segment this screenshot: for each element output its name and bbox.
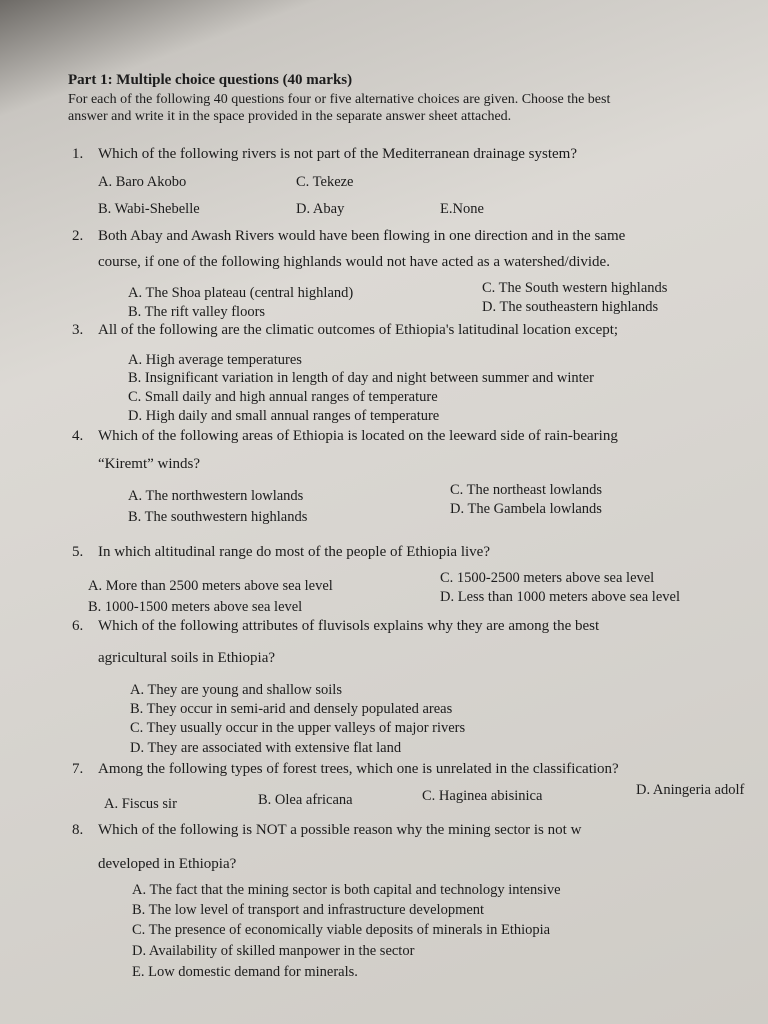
q1-option-e: E.None	[440, 201, 484, 217]
q6-option-b: B. They occur in semi-arid and densely populated areas	[130, 701, 453, 717]
q6-option-d: D. They are associated with extensive flat land	[130, 740, 402, 756]
question-text: Which of the following is NOT a possible reason why the mining sector is not w	[98, 822, 582, 838]
q1-option-a: A. Baro Akobo	[98, 174, 187, 190]
question-text-cont: “Kiremt” winds?	[98, 456, 201, 472]
q5-option-b: B. 1000-1500 meters above sea level	[88, 599, 303, 615]
question-8	[72, 822, 768, 873]
question-text: Both Abay and Awash Rivers would have been flowing in one direction and in the same	[98, 228, 626, 244]
exam-header	[68, 72, 748, 125]
q2-option-d: D. The southeastern highlands	[482, 299, 659, 315]
q1-option-c: C. Tekeze	[296, 174, 354, 190]
question-text-cont: course, if one of the following highlands would not have acted as a watershed/divide.	[98, 254, 610, 270]
q8-option-a: A. The fact that the mining sector is both capital and technology intensive	[132, 882, 561, 898]
q5-option-a: A. More than 2500 meters above sea level	[88, 578, 333, 594]
question-4	[72, 428, 762, 473]
q8-option-d: D. Availability of skilled manpower in the sector	[132, 943, 415, 959]
instructions-line-1: For each of the following 40 questions four or five alternative choices are given. Choose the best	[68, 92, 611, 107]
q7-option-d: D. Aningeria adolf	[636, 782, 745, 798]
q3-option-d: D. High daily and small annual ranges of temperature	[128, 408, 440, 424]
question-text: In which altitudinal range do most of the people of Ethiopia live?	[98, 544, 490, 560]
q4-option-b: B. The southwestern highlands	[128, 509, 308, 525]
question-text: Among the following types of forest trees, which one is unrelated in the classification?	[98, 761, 619, 777]
q8-option-e: E. Low domestic demand for minerals.	[132, 964, 358, 980]
q3-option-b: B. Insignificant variation in length of day and night between summer and winter	[128, 370, 594, 386]
q3-option-c: C. Small daily and high annual ranges of temperature	[128, 389, 438, 405]
question-text: Which of the following attributes of fluvisols explains why they are among the best	[98, 618, 600, 634]
question-3	[72, 322, 762, 339]
q6-option-a: A. They are young and shallow soils	[130, 682, 342, 698]
q6-option-c: C. They usually occur in the upper valleys of major rivers	[130, 720, 466, 736]
question-6	[72, 618, 768, 667]
q7-option-c: C. Haginea abisinica	[422, 788, 543, 804]
q2-option-b: B. The rift valley floors	[128, 304, 266, 320]
q8-option-b: B. The low level of transport and infrastructure development	[132, 902, 485, 918]
question-number: 6.	[72, 618, 84, 634]
q1-option-b: B. Wabi-Shebelle	[98, 201, 200, 217]
q7-option-b: B. Olea africana	[258, 792, 353, 808]
question-number: 4.	[72, 428, 84, 444]
question-number: 2.	[72, 228, 84, 244]
question-5	[72, 544, 762, 561]
q8-option-c: C. The presence of economically viable deposits of minerals in Ethiopia	[132, 922, 551, 938]
part-title: Part 1: Multiple choice questions (40 marks)	[68, 72, 353, 88]
question-text-cont: developed in Ethiopia?	[98, 856, 237, 872]
question-number: 1.	[72, 146, 84, 162]
q2-option-a: A. The Shoa plateau (central highland)	[128, 285, 354, 301]
q7-option-a: A. Fiscus sir	[104, 796, 177, 812]
q5-option-c: C. 1500-2500 meters above sea level	[440, 570, 655, 586]
q1-option-d: D. Abay	[296, 201, 345, 217]
q4-option-c: C. The northeast lowlands	[450, 482, 602, 498]
question-number: 5.	[72, 544, 84, 560]
q4-option-a: A. The northwestern lowlands	[128, 488, 304, 504]
question-text: Which of the following areas of Ethiopia is located on the leeward side of rain-bearing	[98, 428, 618, 444]
question-number: 3.	[72, 322, 84, 338]
q2-option-c: C. The South western highlands	[482, 280, 668, 296]
question-1	[72, 146, 762, 163]
question-7	[72, 761, 762, 778]
question-text: Which of the following rivers is not part of the Mediterranean drainage system?	[98, 146, 578, 162]
q3-option-a: A. High average temperatures	[128, 352, 302, 368]
question-number: 8.	[72, 822, 84, 838]
question-number: 7.	[72, 761, 84, 777]
question-text: All of the following are the climatic outcomes of Ethiopia's latitudinal location except;	[98, 322, 619, 338]
q5-option-d: D. Less than 1000 meters above sea level	[440, 589, 680, 605]
question-text-cont: agricultural soils in Ethiopia?	[98, 650, 276, 666]
instructions-line-2: answer and write it in the space provided in the separate answer sheet attached.	[68, 109, 512, 124]
question-2	[72, 228, 762, 271]
q4-option-d: D. The Gambela lowlands	[450, 501, 602, 517]
